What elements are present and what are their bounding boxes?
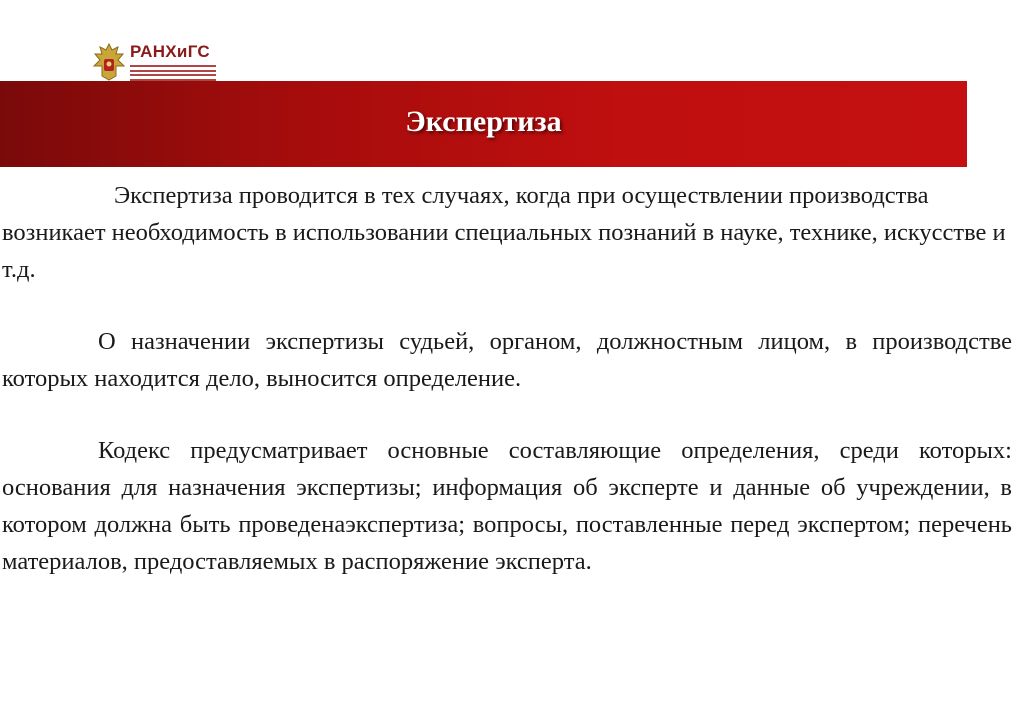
page-title: Экспертиза	[405, 105, 562, 138]
logo-name: РАНХиГС	[130, 42, 210, 61]
eagle-emblem-icon	[92, 42, 126, 82]
title-banner	[0, 81, 967, 167]
paragraph-3: Кодекс предусматривает основные составляющие определения, среди которых: основания для назначения экспертизы; информация об эксперте и данные об учреждении, в котором должна быть проведенаэкспертиза; вопросы, поставленные перед экспертом; перечень материалов, предоставляемых в распоряжение эксперта.	[2, 437, 1012, 575]
paragraph-2: О назначении экспертизы судьей, органом, должностным лицом, в производстве которых находится дело, выносится определение.	[2, 328, 1012, 392]
paragraph-1: Экспертиза проводится в тех случаях, когда при осуществлении производства возникает необходимость в использовании специальных познаний в науке, технике, искусстве и т.д.	[2, 182, 1006, 283]
ranepa-logo	[92, 42, 222, 84]
slide-body	[2, 177, 1012, 580]
